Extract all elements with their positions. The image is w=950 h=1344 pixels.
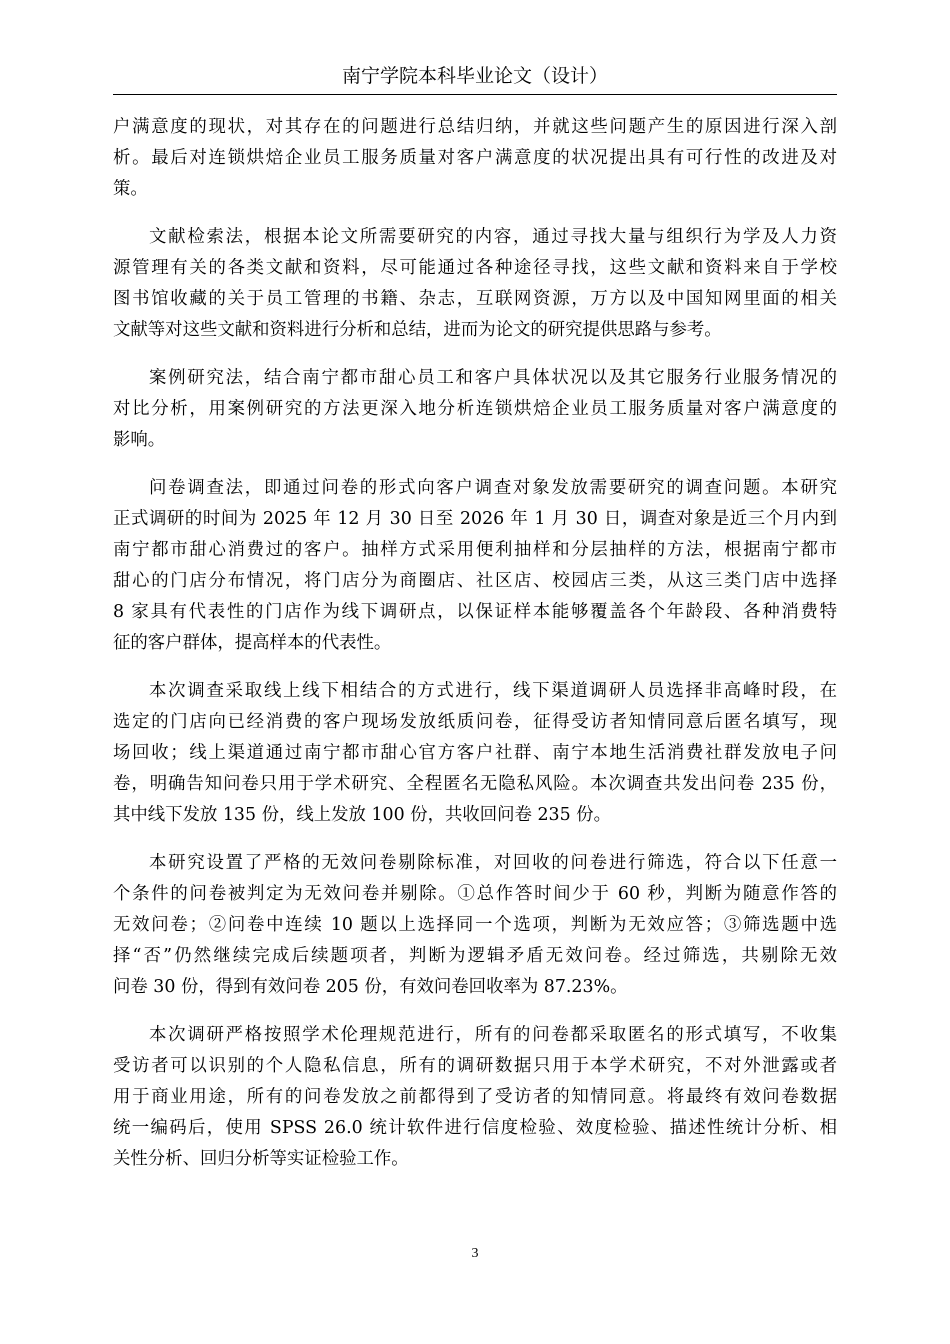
text-line: 卷，明确告知问卷只用于学术研究、全程匿名无隐私风险。本次调查共发出问卷 235 份， xyxy=(113,774,837,794)
text-line: 户满意度的现状，对其存在的问题进行总结归纳，并就这些问题产生的原因进行深入剖 xyxy=(113,117,837,137)
text-line: 无效问卷；②问卷中连续 10 题以上选择同一个选项，判断为无效应答；③筛选题中选 xyxy=(113,915,837,935)
text-line: 策。 xyxy=(113,179,148,199)
text-line: 图书馆收藏的关于员工管理的书籍、杂志，互联网资源，万方以及中国知网里面的相关 xyxy=(113,289,837,309)
body-text xyxy=(113,112,837,1192)
text-line: 问卷 30 份，得到有效问卷 205 份，有效问卷回收率为 87.23%。 xyxy=(113,977,628,997)
text-line: 场回收；线上渠道通过南宁都市甜心官方客户社群、南宁本地生活消费社群发放电子问 xyxy=(113,743,837,763)
text-line: 文献等对这些文献和资料进行分析和总结，进而为论文的研究提供思路与参考。 xyxy=(113,320,722,340)
text-line: 关性分析、回归分析等实证检验工作。 xyxy=(113,1149,409,1169)
paragraph-method-summary xyxy=(113,112,837,205)
paragraph-survey-distribution xyxy=(113,676,837,831)
text-line: 择“否”仍然继续完成后续题项者，判断为逻辑矛盾无效问卷。经过筛选，共剔除无效 xyxy=(113,946,837,966)
text-line: 本研究设置了严格的无效问卷剔除标准，对回收的问卷进行筛选，符合以下任意一 xyxy=(149,853,837,873)
page-header xyxy=(113,58,837,95)
text-line: 案例研究法，结合南宁都市甜心员工和客户具体状况以及其它服务行业服务情况的 xyxy=(149,368,837,388)
text-line: 文献检索法，根据本论文所需要研究的内容，通过寻找大量与组织行为学及人力资 xyxy=(149,227,837,247)
paragraph-questionnaire xyxy=(113,473,837,659)
text-line: 征的客户群体，提高样本的代表性。 xyxy=(113,633,392,653)
header-title: 南宁学院本科毕业论文（设计） xyxy=(341,65,608,87)
text-line: 统一编码后，使用 SPSS 26.0 统计软件进行信度检验、效度检验、描述性统计分析、相 xyxy=(113,1118,837,1138)
text-line: 对比分析，用案例研究的方法更深入地分析连锁烘焙企业员工服务质量对客户满意度的 xyxy=(113,399,837,419)
text-line: 其中线下发放 135 份，线上发放 100 份，共收回问卷 235 份。 xyxy=(113,805,611,825)
text-line: 本次调查采取线上线下相结合的方式进行，线下渠道调研人员选择非高峰时段，在 xyxy=(149,681,837,701)
text-line: 本次调研严格按照学术伦理规范进行，所有的问卷都采取匿名的形式填写，不收集 xyxy=(149,1025,837,1045)
paragraph-research-ethics xyxy=(113,1020,837,1175)
paragraph-literature-review xyxy=(113,222,837,346)
text-line: 源管理有关的各类文献和资料，尽可能通过各种途径寻找，这些文献和资料来自于学校 xyxy=(113,258,837,278)
text-line: 影响。 xyxy=(113,430,166,450)
text-line: 个条件的问卷被判定为无效问卷并剔除。①总作答时间少于 60 秒，判断为随意作答的 xyxy=(113,884,837,904)
text-line: 问卷调查法，即通过问卷的形式向客户调查对象发放需要研究的调查问题。本研究 xyxy=(149,478,837,498)
text-line: 析。最后对连锁烘焙企业员工服务质量对客户满意度的状况提出具有可行性的改进及对 xyxy=(113,148,837,168)
text-line: 用于商业用途，所有的问卷发放之前都得到了受访者的知情同意。将最终有效问卷数据 xyxy=(113,1087,837,1107)
paragraph-invalid-criteria xyxy=(113,848,837,1003)
paragraph-case-study xyxy=(113,363,837,456)
text-line: 甜心的门店分布情况，将门店分为商圈店、社区店、校园店三类，从这三类门店中选择 xyxy=(113,571,837,591)
page-number: 3 xyxy=(471,1246,479,1261)
text-line: 正式调研的时间为 2025 年 12 月 30 日至 2026 年 1 月 30 日，调查对象是近三个月内到 xyxy=(113,509,837,529)
text-line: 选定的门店向已经消费的客户现场发放纸质问卷，征得受访者知情同意后匿名填写，现 xyxy=(113,712,837,732)
text-line: 8 家具有代表性的门店作为线下调研点，以保证样本能够覆盖各个年龄段、各种消费特 xyxy=(113,602,837,622)
text-line: 南宁都市甜心消费过的客户。抽样方式采用便利抽样和分层抽样的方法，根据南宁都市 xyxy=(113,540,837,560)
text-line: 受访者可以识别的个人隐私信息，所有的调研数据只用于本学术研究，不对外泄露或者 xyxy=(113,1056,837,1076)
